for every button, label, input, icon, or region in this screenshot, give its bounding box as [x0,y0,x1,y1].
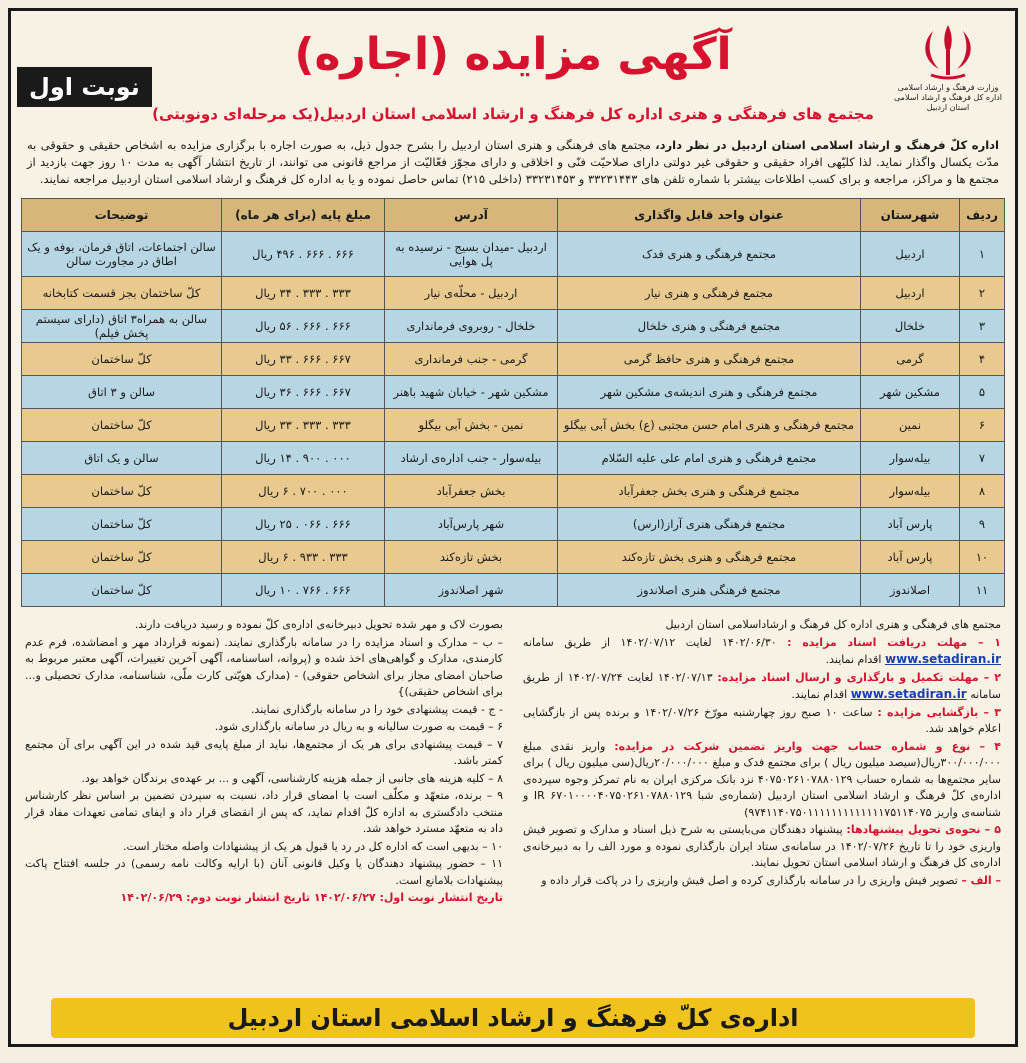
cell-unit-title: مجتمع فرهنگی و هنری بخش جعفرآباد [558,475,861,508]
cell-base-price: ۶۶۷ . ۶۶۶ . ۳۶ ریال [222,376,385,409]
cell-base-price: ۶۶۷ . ۶۶۶ . ۳۳ ریال [222,343,385,376]
condition-9: ۹ – برنده، متعهّد و مکلّف است با امضای قرار داد، نسبت به سپردن تضمین بر اساس نظر کارشناس منتخب دادگستری به اداره کلّ اقدام نماید، که پس از انقضای قرار داد و ایفای تمامی تعهدات مفاد قرار داد به متعهّد مسترد خواهد شد. [25,789,503,835]
cell-description: کلّ ساختمان [22,508,222,541]
cell-row-number: ۷ [960,442,1005,475]
condition-8: ۸ – کلیه هزینه های جانبی از جمله هزینه کارشناسی، آگهی و ... بر عهده‌ی برندگان خواهد بود. [81,771,503,785]
condition-5b: – ب – مدارک و اسناد مزایده را در سامانه بارگذاری نمایند. (نمونه قرارداد مهر و امضاشده، فرم عدم کارمندی، مدارک و گواهی‌های اخذ شده و (پروانه، اساسنامه، آگهی آخرین تغییرات، آگهی معتبر مربوط به صاحبان امضای مجاز برای اشخاص حقوقی) - (مدارک هویّتی کارت ملّی، شناسنامه، مدارک تحصیلی و... برای اشخاص حقیقی)} [25,635,503,698]
table-row [22,310,1005,343]
header-unit-title: عنوان واحد قابل واگذاری [558,199,861,232]
cell-city: اردبیل [861,277,960,310]
condition-7: ۷ – قیمت پیشنهادی برای هر یک از مجتمع‌ها، نباید از مبلغ پایه‌ی قید شده در این آگهی برای آن مجتمع کمتر باشد. [25,737,503,767]
header-city: شهرستان [861,199,960,232]
table-row [22,376,1005,409]
publication-dates: تاریخ انتشار نوبت اول: ۱۴۰۲/۰۶/۲۷ تاریخ انتشار نوبت دوم: ۱۴۰۲/۰۶/۲۹ [120,891,503,904]
condition-5a-text: تصویر فیش واریزی را در سامانه بارگذاری کرده و اصل فیش واریزی را در پاکت قرار داده و [541,873,962,887]
cell-city: خلخال [861,310,960,343]
cell-unit-title: مجتمع فرهنگی و هنری امام حسن مجتبی (ع) بخش آبی بیگلو [558,409,861,442]
cell-row-number: ۱ [960,232,1005,277]
condition-5a-heading: – الف – [961,873,1001,887]
subtitle: مجتمع های فرهنگی و هنری اداره کل فرهنگ و ارشاد اسلامی استان اردبیل(یک مرحله‌ای دونوبتی) [152,105,874,123]
intro-lead: اداره کلّ فرهنگ و ارشاد اسلامی استان اردبیل در نظر دارد، [655,138,999,152]
condition-6: ۶ – قیمت به صورت سالیانه و به ریال در سامانه بارگذاری شود. [214,720,503,733]
cell-row-number: ۴ [960,343,1005,376]
cell-unit-title: مجتمع فرهنگی و هنری امام علی علیه السّلام [558,442,861,475]
condition-3 [523,705,1001,738]
cell-row-number: ۱۰ [960,541,1005,574]
condition-5a [523,873,1001,890]
table-header-row [22,199,1005,232]
condition-5-heading: ۵ – نحوه‌ی تحویل پیشنهادها: [846,823,1001,836]
cell-base-price: ۶۶۶ . ۷۶۶ . ۱۰ ریال [222,574,385,607]
emblem-caption-1: وزارت فرهنگ و ارشاد اسلامی [897,83,999,92]
conditions-section [11,607,1015,908]
cell-description: سالن و ۳ اتاق [22,376,222,409]
footer-bar: اداره‌ی کلّ فرهنگ و ارشاد اسلامی استان اردبیل [51,998,975,1038]
round-badge: نوبت اول [17,67,152,107]
cell-city: اردبیل [861,232,960,277]
cell-row-number: ۸ [960,475,1005,508]
cell-unit-title: مجتمع فرهنگی و هنری بخش تازه‌کند [558,541,861,574]
items-table [21,198,1005,607]
table-row [22,277,1005,310]
cell-city: پارس آباد [861,508,960,541]
cell-city: نمین [861,409,960,442]
condition-4-text: واریز نقدی مبلغ ۳۰۰/۰۰۰/۰۰۰ریال(سیصد میلیون ریال ) برای مجتمع فدک و مبلغ ۲۰/۰۰۰/۰۰۰ریال(سی میلیون ریال ) برای سایر مجتمع‌ها به شماره حساب ۴۰۷۵۰۲۶۱۰۷۸۸۰۱۲۹ نزد بانک مرکزی ایران به نام تمرکز وجوه سپرده‌ی اداره‌ی کلّ فرهنگ و ارشاد اسلامی استان اردبیل (شماره‌ی شبا IR ۶۷۰۱۰۰۰۰۴۰۷۵۰۲۶۱۰۷۸۸۰۱۲۹ و شناسه‌ی واریز ۹۷۴۱۱۴۰۷۵۰۱۱۱۱۱۱۱۱۱۱۱۱۱۷۵۱۱۴۰۷۵) [523,739,1002,819]
cell-unit-title: مجتمع فرهنگی و هنری خلخال [558,310,861,343]
condition-4-heading: ۴ – نوع و شماره حساب جهت واریز تضمین شرکت در مزایده: [614,739,1001,753]
cell-unit-title: مجتمع فرهنگی و هنری اندیشه‌ی مشکین شهر [558,376,861,409]
condition-1-tail: اقدام نمایند. [825,653,885,666]
condition-5a-continued: بصورت لاک و مهر شده تحویل دبیرخانه‌ی اداره‌ی کلّ نموده و رسید دریافت دارند. [134,618,503,631]
cell-city: بیله‌سوار [861,442,960,475]
condition-10: ۱۰ – بدیهی است که اداره کل در رد یا قبول هر یک از پیشنهادات واصله مختار است. [122,839,503,853]
cell-address: شهر اصلاندوز [385,574,558,607]
header [11,11,1015,123]
table-row [22,508,1005,541]
cell-unit-title: مجتمع فرهنگی و هنری فدک [558,232,861,277]
cell-row-number: ۶ [960,409,1005,442]
emblem-caption-2: اداره کل فرهنگ و ارشاد اسلامی استان اردبیل [894,93,1002,112]
condition-4 [523,739,1001,822]
cell-row-number: ۱۱ [960,574,1005,607]
cell-description: کلّ ساختمان [22,475,222,508]
setadiran-link-2[interactable]: www.setadiran.ir [850,687,967,701]
cell-unit-title: مجتمع فرهنگی هنری اصلاندوز [558,574,861,607]
cell-address: بخش جعفرآباد [385,475,558,508]
setadiran-link-1[interactable]: www.setadiran.ir [884,652,1001,666]
header-row-number: ردیف [960,199,1005,232]
cell-base-price: ۰۰۰ . ۹۰۰ . ۱۴ ریال [222,442,385,475]
cell-city: بیله‌سوار [861,475,960,508]
condition-2-tail: اقدام نمایند. [791,688,851,701]
cell-unit-title: مجتمع فرهنگی هنری آراز(ارس) [558,508,861,541]
cell-address: نمین - بخش آبی بیگلو [385,409,558,442]
cell-description: کلّ ساختمان بجز قسمت کتابخانه [22,277,222,310]
condition-3-heading: ۳ – بازگشایی مزایده : [877,705,1001,719]
cell-unit-title: مجتمع فرهنگی و هنری حافظ گرمی [558,343,861,376]
cell-base-price: ۰۰۰ . ۷۰۰ . ۶ ریال [222,475,385,508]
cell-address: اردبیل - محلّه‌ی نیار [385,277,558,310]
header-description: توضیحات [22,199,222,232]
cell-description: سالن اجتماعات، اتاق فرمان، بوفه و یک اطاق در مجاورت سالن [22,232,222,277]
cell-base-price: ۳۳۳ . ۹۳۳ . ۶ ریال [222,541,385,574]
condition-2-heading: ۲ – مهلت تکمیل و بارگذاری و ارسال اسناد مزایده: [717,670,1001,684]
condition-1-text: ۱۴۰۲/۰۶/۳۰ لغایت ۱۴۰۲/۰۷/۱۲ از طریق سامانه [523,635,788,649]
condition-11: ۱۱ – حضور پیشنهاد دهندگان یا وکیل قانونی آنان (با ارایه وکالت نامه رسمی) در جلسه افتتاح پاکت پیشنهادات بلامانع است. [25,857,503,887]
table-row [22,232,1005,277]
condition-2-text: ۱۴۰۲/۰۷/۱۳ لغایت ۱۴۰۲/۰۷/۲۴ از طریق سامانه [523,670,1001,701]
table-row [22,475,1005,508]
intro-text: مجتمع های فرهنگی و هنری استان اردبیل را بشرح جدول ذیل، به صورت اجاره با برگزاری مزایده به اشخاص حقیقی و حقوقی به مدّت یکسال واگذار نماید. لذا کلیّهی افراد حقیقی و حقوقی غیر دولتی دارای صلاحیّت فنّی و اخلاقی و دارای مجوّز فعّالیّت از مراجع قانونی می توانند، از تاریخ انتشار آگهی به مدت ۱۰ روز جهت بازدید از مجتمع ها و مراکز، مراجعه و برای کسب اطلاعات بیشتر با شماره تلفن های ۳۳۲۳۱۴۴۳ و ۳۳۲۳۱۴۵۳ (داخلی ۲۱۵) تماس حاصل نموده و یا به اداره کل فرهنگ و ارشاد اسلامی استان اردبیل مراجعه نمایند. [27,138,999,186]
cell-address: گرمی - جنب فرمانداری [385,343,558,376]
cell-unit-title: مجتمع فرهنگی و هنری نیار [558,277,861,310]
condition-1 [523,635,1001,669]
cell-address: شهر پارس‌آباد [385,508,558,541]
condition-2 [523,670,1001,704]
table-row [22,343,1005,376]
table-row [22,442,1005,475]
cell-base-price: ۳۳۳ . ۳۳۳ . ۳۴ ریال [222,277,385,310]
cell-city: پارس آباد [861,541,960,574]
cell-address: مشکین شهر - خیابان شهید باهنر [385,376,558,409]
conditions-intro: مجتمع های فرهنگی و هنری اداره کل فرهنگ و ارشاداسلامی استان اردبیل [665,618,1001,631]
table-row [22,409,1005,442]
cell-description: سالن و یک اتاق [22,442,222,475]
cell-description: کلّ ساختمان [22,541,222,574]
cell-city: مشکین شهر [861,376,960,409]
condition-5-text: پیشنهاد دهندگان می‌بایستی به شرح ذیل اسناد و مدارک و تصویر فیش واریزی خود را تا تاریخ ۱۴۰۲/۰۷/۲۶ در سامانه‌ی ستاد ایران بارگذاری نموده و مورد الف را به دبیرخانه‌ی اداره‌ی کل فرهنگ و ارشاد اسلامی استان تحویل نمایند. [523,823,1001,869]
cell-row-number: ۵ [960,376,1005,409]
cell-address: خلخال - روبروی فرمانداری [385,310,558,343]
cell-base-price: ۶۶۶ . ۶۶۶ . ۴۹۶ ریال [222,232,385,277]
cell-row-number: ۳ [960,310,1005,343]
condition-1-heading: ۱ – مهلت دریافت اسناد مزایده : [787,635,1001,649]
cell-address: بیله‌سوار - جنب اداره‌ی ارشاد [385,442,558,475]
intro-paragraph [11,123,1015,192]
table-row [22,574,1005,607]
cell-base-price: ۶۶۶ . ۰۶۶ . ۲۵ ریال [222,508,385,541]
cell-description: سالن به همراه۳ اتاق (دارای سیستم پخش فیلم) [22,310,222,343]
cell-row-number: ۲ [960,277,1005,310]
cell-address: بخش تازه‌کند [385,541,558,574]
condition-5 [523,822,1001,872]
condition-5c: - ج - قیمت پیشنهادی خود را در سامانه بارگذاری نمایند. [250,702,503,716]
cell-base-price: ۳۳۳ . ۳۳۳ . ۳۳ ریال [222,409,385,442]
main-title: آگهی مزایده (اجاره) [294,29,732,80]
table-row [22,541,1005,574]
cell-address: اردبیل -میدان بسیج - نرسیده به پل هوایی [385,232,558,277]
header-address: آدرس [385,199,558,232]
cell-description: کلّ ساختمان [22,343,222,376]
cell-row-number: ۹ [960,508,1005,541]
header-base-price: مبلغ پایه (برای هر ماه) [222,199,385,232]
cell-description: کلّ ساختمان [22,574,222,607]
advertisement-page [8,8,1018,1047]
condition-3-text: ساعت ۱۰ صبح روز چهارشنبه مورّخ ۱۴۰۲/۰۷/۲۶ و برنده پس از بازگشایی اعلام خواهد شد. [523,705,1001,735]
cell-description: کلّ ساختمان [22,409,222,442]
conditions-left-column [25,617,513,908]
cell-city: اصلاندوز [861,574,960,607]
cell-city: گرمی [861,343,960,376]
conditions-right-column [513,617,1001,908]
cell-base-price: ۶۶۶ . ۶۶۶ . ۵۶ ریال [222,310,385,343]
